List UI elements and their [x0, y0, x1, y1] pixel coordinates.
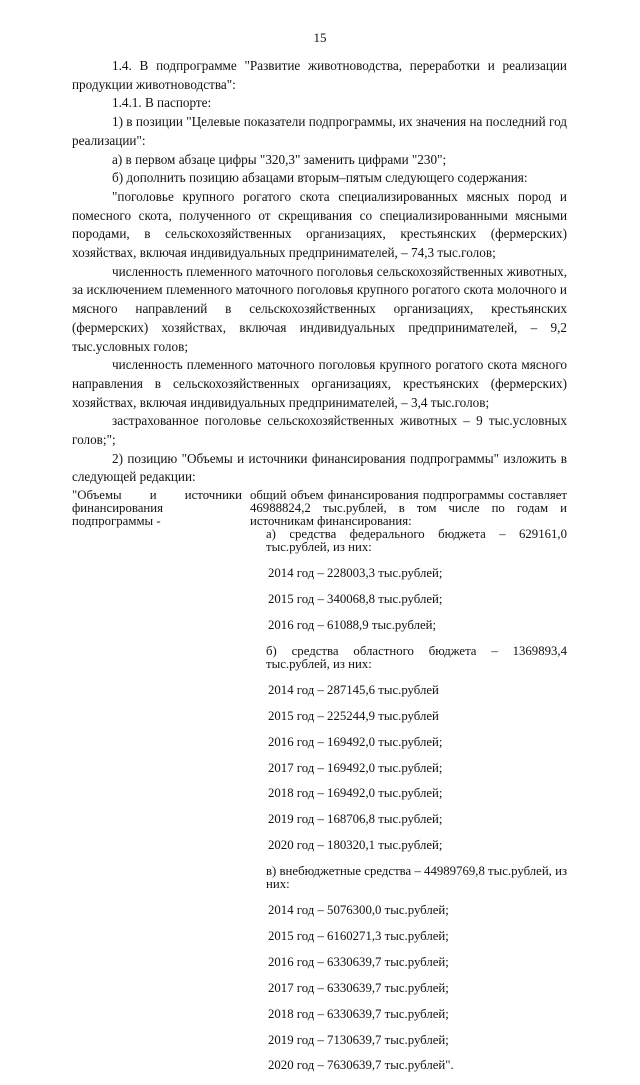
extrabudgetary-year-row: 2014 год – 5076300,0 тыс.рублей;: [268, 903, 449, 918]
quote-insured-livestock: застрахованное поголовье сельскохозяйственных животных – 9 тыс.условных голов;";: [72, 413, 567, 448]
extrabudgetary-year-row: 2017 год – 6330639,7 тыс.рублей;: [268, 980, 449, 995]
regional-year-row: 2014 год – 287145,6 тыс.рублей: [268, 682, 439, 697]
funding-total: общий объем финансирования подпрограммы составляет 46988824,2 тыс.рублей, в том числе по годам и источникам финансирования:: [250, 488, 567, 529]
federal-year-row: 2015 год – 340068,8 тыс.рублей;: [268, 592, 443, 607]
paragraph-item-1: 1) в позиции "Целевые показатели подпрограммы, их значения на последний год реализации":: [72, 114, 567, 148]
extrabudgetary-year-row: 2018 год – 6330639,7 тыс.рублей;: [268, 1006, 449, 1021]
extrabudgetary-heading: в) внебюджетные средства – 44989769,8 тыс.рублей, из них:: [266, 864, 567, 892]
extrabudgetary-year-row: 2019 год – 7130639,7 тыс.рублей;: [268, 1032, 449, 1047]
document-body: [72, 57, 567, 487]
regional-year-row: 2016 год – 169492,0 тыс.рублей;: [268, 734, 443, 749]
page-number: 15: [313, 30, 327, 45]
paragraph-1-4-1: 1.4.1. В паспорте:: [112, 95, 212, 111]
regional-year-row: 2017 год – 169492,0 тыс.рублей;: [268, 760, 443, 775]
quote-beef-breeding-stock: численность племенного маточного поголовья крупного рогатого скота мясного направления в сельскохозяйственных организациях, крестьянских (фермерских) хозяйствах, включая индивидуальных предпринимателей, – 3,4 тыс.голов;: [72, 357, 567, 410]
federal-year-row: 2014 год – 228003,3 тыс.рублей;: [268, 566, 443, 581]
federal-year-row: 2016 год – 61088,9 тыс.рублей;: [268, 618, 437, 633]
funding-table-label: [72, 489, 242, 528]
paragraph-item-b: б) дополнить позицию абзацами вторым–пятым следующего содержания:: [112, 170, 528, 186]
regional-year-row: 2020 год – 180320,1 тыс.рублей;: [268, 838, 443, 853]
funding-table-values: [250, 489, 567, 1085]
extrabudgetary-year-row: 2020 год – 7630639,7 тыс.рублей".: [268, 1058, 454, 1073]
extrabudgetary-year-row: 2016 год – 6330639,7 тыс.рублей;: [268, 954, 449, 969]
paragraph-item-2: 2) позицию "Объемы и источники финансирования подпрограммы" изложить в следующей редакции:: [72, 450, 567, 485]
quote-cattle-breeds: "поголовье крупного рогатого скота специализированных мясных пород и помесного скота, полученного от скрещивания со специализированными мясными породами, в сельскохозяйственных организациях, крестьянских (фермерских) хозяйствах, включая индивидуальных предпринимателей, – 74,3 тыс.голов;: [72, 188, 567, 261]
regional-year-row: 2018 год – 169492,0 тыс.рублей;: [268, 786, 443, 801]
extrabudgetary-year-row: 2015 год – 6160271,3 тыс.рублей;: [268, 929, 449, 944]
regional-budget-heading: б) средства областного бюджета – 1369893,4 тыс.рублей, из них:: [266, 643, 567, 672]
paragraph-1-4: 1.4. В подпрограмме "Развитие животноводства, переработки и реализации продукции животноводства":: [72, 58, 567, 92]
paragraph-item-a: а) в первом абзаце цифры "320,3" заменить цифрами "230";: [112, 151, 447, 167]
federal-budget-heading: а) средства федерального бюджета – 629161,0 тыс.рублей, из них:: [266, 527, 567, 555]
quote-breeding-stock: численность племенного маточного поголовья сельскохозяйственных животных, за исключением племенного маточного поголовья крупного рогатого скота молочного и мясного направлений в сельскохозяйственных организациях, крестьянских (фермерских) хозяйствах, включая индивидуальных предпринимателей, – 9,2 тыс.условных голов;: [72, 263, 567, 354]
funding-label-text: "Объемы и источники финансирования подпрограммы: [72, 488, 242, 529]
regional-year-row: 2019 год – 168706,8 тыс.рублей;: [268, 812, 443, 827]
funding-label-dash: -: [156, 514, 161, 529]
regional-year-row: 2015 год – 225244,9 тыс.рублей: [268, 708, 439, 723]
